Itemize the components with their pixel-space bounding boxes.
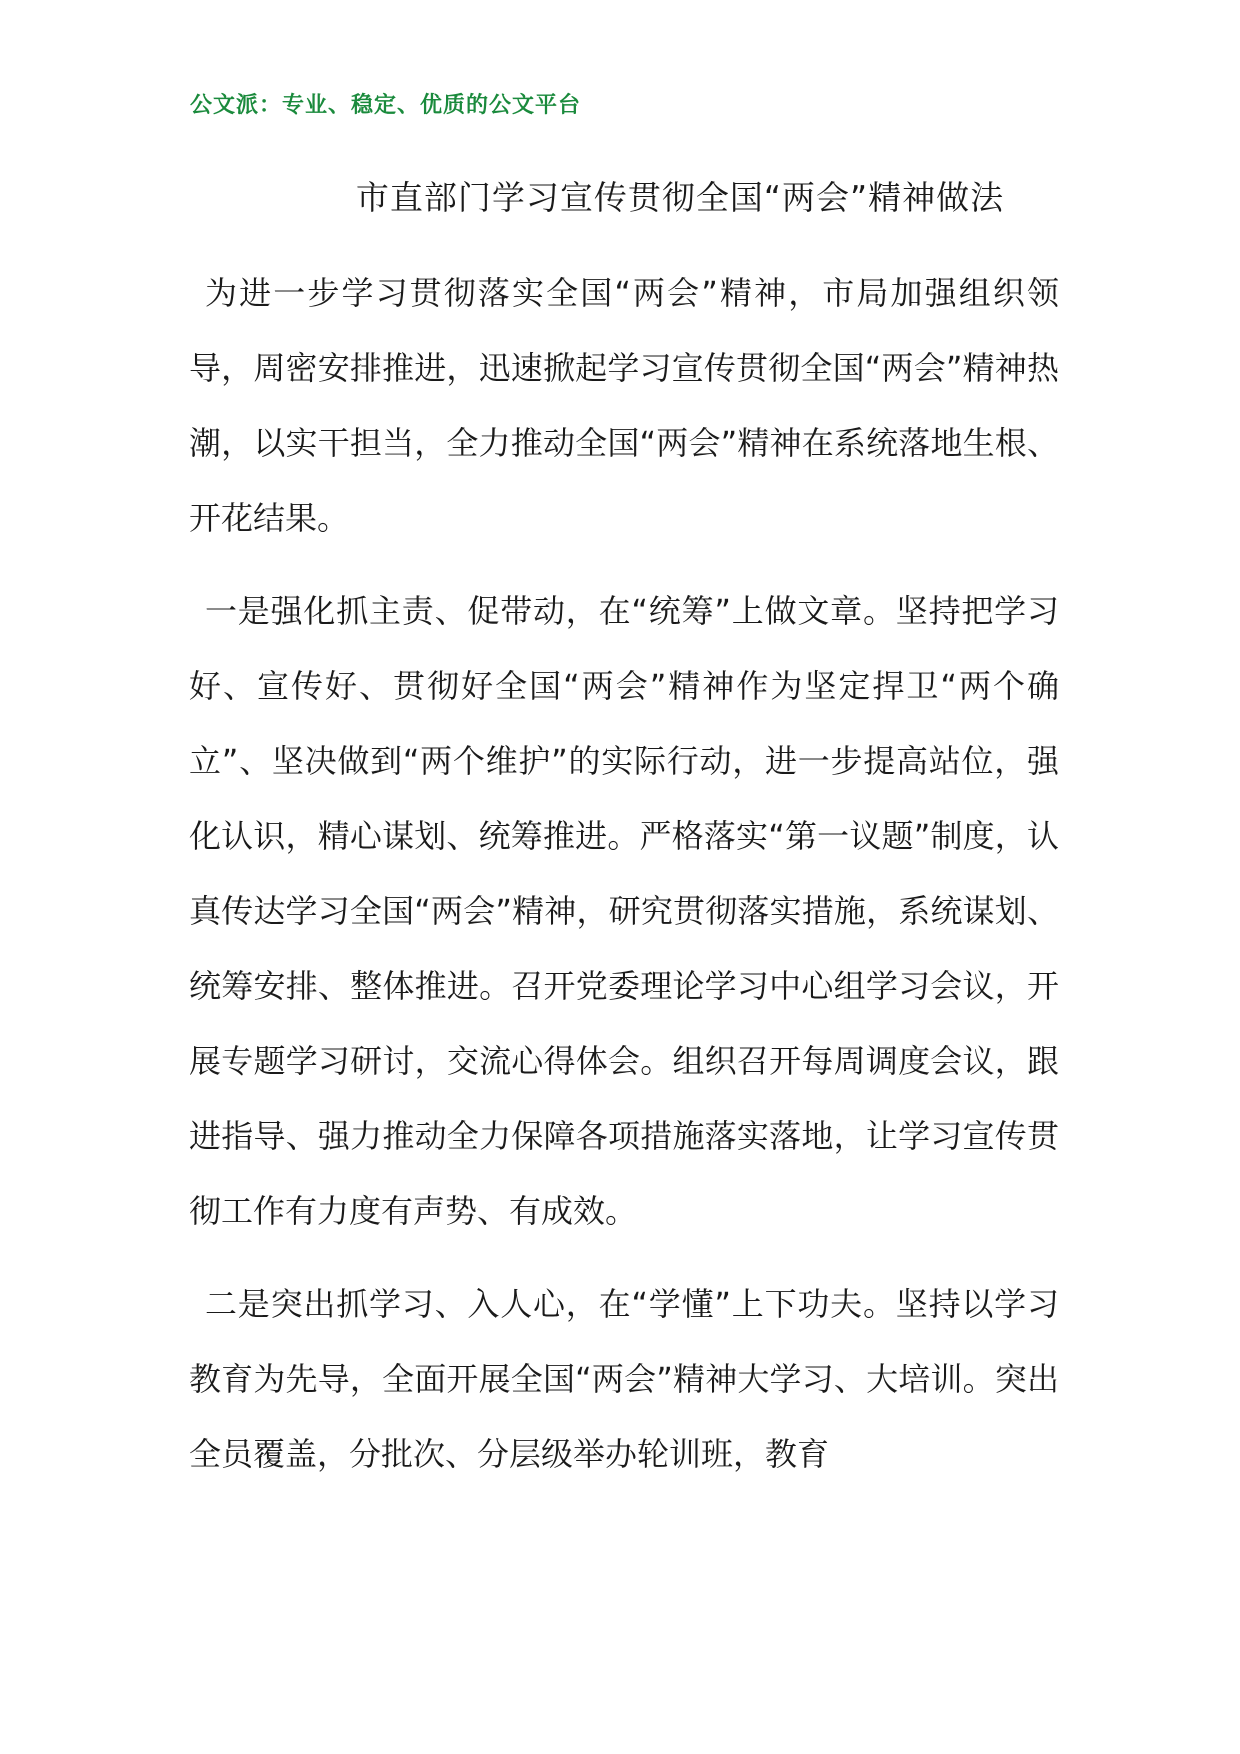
document-title: 市直部门学习宣传贯彻全国“两会”精神做法 [355, 178, 1005, 217]
paragraph-intro: 为进一步学习贯彻落实全国“两会”精神，市局加强组织领导，周密安排推进，迅速掀起学习宣传贯彻全国“两会”精神热潮，以实干担当，全力推动全国“两会”精神在系统落地生根、开花结果。 [189, 274, 1059, 537]
document-body [189, 256, 1059, 1510]
paragraph-point-one: 一是强化抓主责、促带动，在“统筹”上做文章。坚持把学习好、宣传好、贯彻好全国“两会”精神作为坚定捍卫“两个确立”、坚决做到“两个维护”的实际行动，进一步提高站位，强化认识，精心谋划、统筹推进。严格落实“第一议题”制度，认真传达学习全国“两会”精神，研究贯彻落实措施，系统谋划、统筹安排、整体推进。召开党委理论学习中心组学习会议，开展专题学习研讨，交流心得体会。组织召开每周调度会议，跟进指导、强力推动全力保障各项措施落实落地，让学习宣传贯彻工作有力度有声势、有成效。 [189, 592, 1059, 1230]
paragraph-point-two: 二是突出抓学习、入人心，在“学懂”上下功夫。坚持以学习教育为先导，全面开展全国“两会”精神大学习、大培训。突出全员覆盖，分批次、分层级举办轮训班，教育 [189, 1285, 1059, 1473]
brand-header: 公文派：专业、稳定、优质的公文平台 [190, 93, 582, 118]
